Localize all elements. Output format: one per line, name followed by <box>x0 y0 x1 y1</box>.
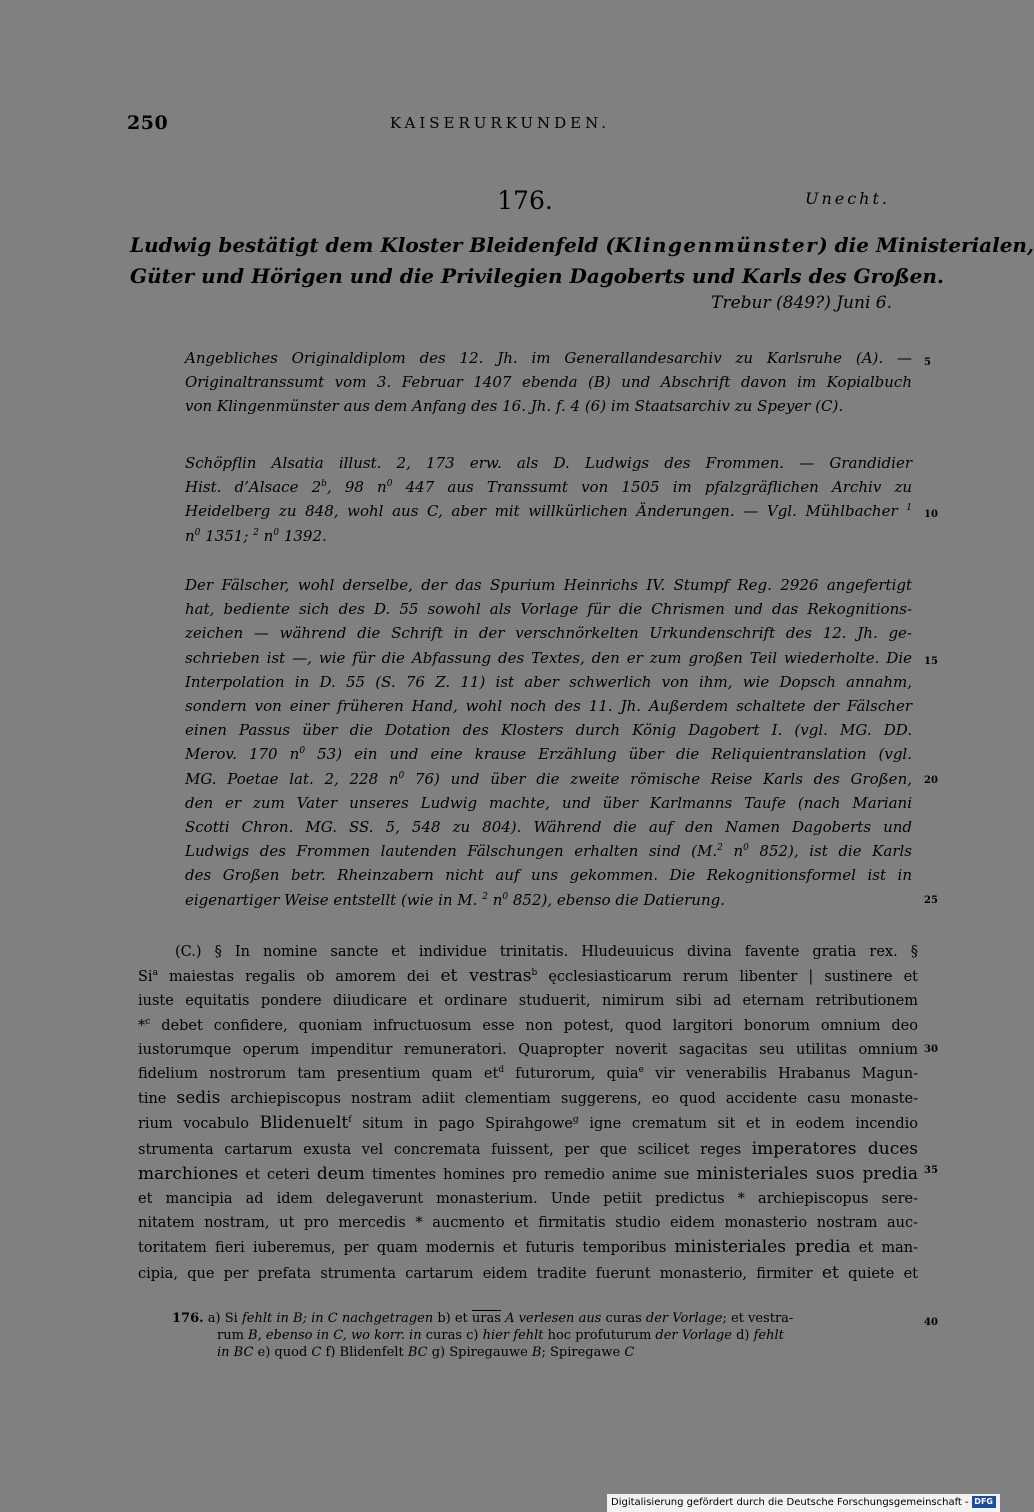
footnote-line: 176. a) Si fehlt in B; in C nachgetragen b) et uras A verlesen aus curas der Vorlage; et vestra- <box>172 1311 794 1326</box>
text-line: et mancipia ad idem delegaverunt monasterium. Unde petiit predictus * archiepiscopus sere- <box>138 1191 918 1208</box>
line-number: 35 <box>924 1165 938 1176</box>
line-number: 10 <box>924 509 938 520</box>
dfg-logo-icon: DFG <box>972 1496 996 1508</box>
text-line: cipia, que per prefata strumenta cartarum eidem tradite fuerunt monasterio, firmiter et quiete et <box>138 1262 918 1283</box>
text-line: marchiones et ceteri deum timentes homines pro remedio anime sue ministeriales suos predia <box>138 1163 918 1184</box>
line-number: 25 <box>924 895 938 906</box>
footnotes <box>172 1310 918 1361</box>
text-line: rium vocabulo Blidenuelt$^f$ situm in pago Spirahgowe$^g$ igne crematum sit et in eodem incendio <box>138 1113 918 1134</box>
text-line: tine sedis archiepiscopus nostram adiit clementiam suggerens, eo quod accidente casu monaste- <box>138 1088 918 1109</box>
literature-paragraph <box>185 451 912 548</box>
text-line: Merov. 170 $n^0$ 53) ein und eine krause Erzählung über die Reliquientranslation (vgl. <box>185 745 912 764</box>
text-line: iuste equitatis pondere diiudicare et ordinare studuerit, nimirum sibi ad eternam retributionem <box>138 993 918 1010</box>
text-line: Ludwigs des Frommen lautenden Fälschungen erhalten sind (M.$^2$ $n^0$ 852), ist die Karls <box>185 842 912 861</box>
text-line: fidelium nostrorum tam presentium quam $et^d$ futurorum, quia$^e$ vir venerabilis Hrabanus Magun- <box>138 1065 919 1083</box>
tradition-paragraph <box>185 346 912 419</box>
text-line: einen Passus über die Dotation des Klosters durch König Dagobert I. (vgl. MG. DD. <box>185 721 912 740</box>
line-number: 30 <box>924 1044 938 1055</box>
text-line: MG. Poetae lat. 2, 228 $n^0$ 76) und über die zweite römische Reise Karls des Großen, <box>185 769 912 788</box>
page-number: 250 <box>127 112 169 134</box>
line-number: 20 <box>924 775 938 786</box>
text-line: Angebliches Originaldiplom des 12. Jh. im Generallandesarchiv zu Karlsruhe (A). — <box>185 349 912 367</box>
text-line: des Großen betr. Rheinzabern nicht auf uns gekommen. Die Rekognitionsformel ist in <box>185 866 912 885</box>
charter-text <box>138 940 918 1286</box>
text-line: toritatem fieri iuberemus, per quam modernis et futuris temporibus ministeriales predia et man- <box>138 1237 919 1258</box>
text-line: den er zum Vater unseres Ludwig machte, und über Karlmanns Taufe (nach Mariani <box>185 793 912 812</box>
text-line: schrieben ist —, wie für die Abfassung des Textes, den er zum großen Teil wiederholte. Die <box>185 648 912 667</box>
text-line: Originaltranssumt vom 3. Februar 1407 ebenda (B) und Abschrift davon im Kopialbuch <box>185 373 912 392</box>
text-line: Scotti Chron. MG. SS. 5, 548 zu 804). Während die auf den Namen Dagoberts und <box>185 818 912 837</box>
text-line: nitatem nostram, ut pro mercedis * aucmento et firmitatis studio eidem monasterio nostram auc- <box>138 1215 918 1232</box>
text-line: *$^c$ debet confidere, quoniam infructuosum esse non potest, quod largitori bonorum omnium deo <box>138 1016 918 1034</box>
text-line: Si$^a$ maiestas regalis ob amorem dei et vestras$^b$ ęcclesiasticarum rerum libenter | sustinere et <box>138 966 918 987</box>
regest-line-2: Güter und Hörigen und die Privilegien Dagoberts und Karls des Großen. <box>130 264 944 288</box>
text-line: Hist. d’Alsace 2$^b$, 98 $n^0$ 447 aus Transsumt von 1505 im pfalzgräflichen Archiv zu <box>185 478 913 497</box>
place-date: Trebur (849?) Juni 6. <box>711 293 892 313</box>
text-line: Der Fälscher, wohl derselbe, der das Spurium Heinrichs IV. Stumpf Reg. 2926 angefertigt <box>185 576 912 594</box>
footnote-line: in BC e) quod C f) Blidenfelt BC g) Spiregauwe B; Spiregawe C <box>217 1345 635 1360</box>
text-line: zeichen — während die Schrift in der verschnörkelten Urkundenschrift des 12. Jh. ge- <box>185 624 912 643</box>
text-line: strumenta cartarum exusta vel concremata fuissent, per que scilicet reges imperatores duces <box>138 1138 919 1159</box>
chrismon-icon: § <box>214 944 222 960</box>
text-line: eigenartiger Weise entstellt (wie in M. $^2$ $n^0$ 852), ebenso die Datierung. <box>185 890 725 909</box>
text-line: hat, bediente sich des D. 55 sowohl als Vorlage für die Chrismen und das Rekognitions- <box>185 600 912 619</box>
line-number: 15 <box>924 656 938 667</box>
line-number: 40 <box>924 1317 938 1328</box>
document-number: 176. <box>497 186 553 215</box>
running-head: KAISERURKUNDEN. <box>389 114 611 132</box>
text-line: sondern von einer früheren Hand, wohl noch des 11. Jh. Außerdem schaltete der Fälscher <box>185 697 912 716</box>
funding-banner[interactable] <box>607 1494 1000 1512</box>
text-line: Heidelberg zu 848, wohl aus C, aber mit willkürlichen Änderungen. — Vgl. Mühlbacher $^1$ <box>185 502 912 521</box>
chrismon-icon: § <box>910 944 918 960</box>
text-line: von Klingenmünster aus dem Anfang des 16. Jh. f. 4 (6) im Staatsarchiv zu Speyer (C). <box>185 397 844 416</box>
regest-title <box>130 230 1034 292</box>
line-number: 5 <box>924 357 931 368</box>
banner-text: Digitalisierung gefördert durch die Deutsche Forschungsgemeinschaft - <box>611 1497 969 1508</box>
text-line: Interpolation in D. 55 (S. 76 Z. 11) ist aber schwerlich von ihm, wie Dopsch annahm, <box>185 672 912 691</box>
authenticity-status: Unecht. <box>804 189 890 208</box>
text-line: iustorumque operum impenditur remuneratori. Quapropter noverit sagacitas seu utilitas omnium <box>138 1041 918 1058</box>
regest-line-1: Ludwig bestätigt dem Kloster Bleidenfeld (Klingenmünster) die Ministerialen, <box>130 233 1034 257</box>
text-line: Schöpflin Alsatia illust. 2, 173 erw. als D. Ludwigs des Frommen. — Grandidier <box>185 454 912 472</box>
text-line: (C.) § In nomine sancte et individue trinitatis. Hludeuuicus divina favente gratia rex. § <box>175 944 918 960</box>
text-line: $n^0$ 1351; $^2$ $n^0$ 1392. <box>185 526 327 545</box>
footnote-line: rum B, ebenso in C, wo korr. in curas c) hier fehlt hoc profuturum der Vorlage d) fehlt <box>217 1328 784 1343</box>
commentary-paragraph <box>185 573 912 912</box>
